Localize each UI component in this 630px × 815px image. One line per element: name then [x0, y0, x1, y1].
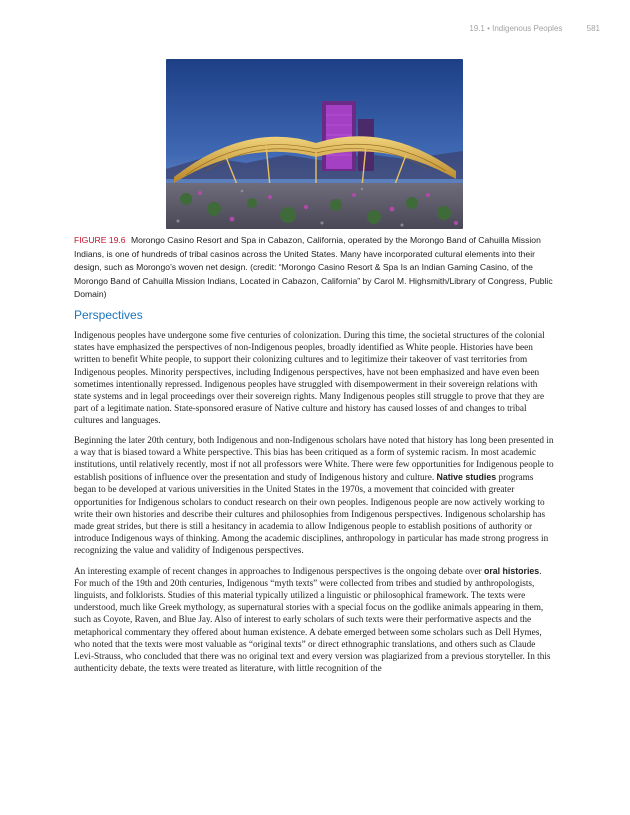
section-heading: Perspectives	[74, 308, 143, 322]
casino-photo	[166, 59, 463, 229]
figure-label: FIGURE 19.6	[74, 235, 126, 245]
running-head	[469, 24, 600, 33]
paragraph-1: Indigenous peoples have undergone some five centuries of colonization. During this time, the societal structures of the colonial states have emphasized the perspectives of non-Indigenous peoples, broadly identified as White people. Histories have been written to benefit White people, to support their colonizing cultures and to legitimize their takeover of vast territories from Indigenous peoples. Minority perspectives, including Indigenous perspectives, have not been emphasized and have even been sometimes intentionally repressed. Indigenous peoples have struggled with disempowerment in their sovereign relations with state systems and in legal proceedings over their sovereign rights. Many Indigenous peoples still struggle to prove that they are part of a legitimate nation. State-sponsored erasure of Native culture and history has caused losses of and changes to tribal cultures and languages.	[74, 331, 545, 427]
figure-caption-text: Morongo Casino Resort and Spa in Cabazon, California, operated by the Morongo Band of Cahuilla Mission Indians, is one of hundreds of tribal casinos across the United States. Many have incorporated cultural elements into their design, such as Morongo’s woven net design. (credit: “Morongo Casino Resort & Spa Is an Indian Gaming Casino, of the Morongo Band of Cahuilla Mission Indians, Located in Cabazon, California” by Carol M. Highsmith/Library of Congress, Public Domain)	[74, 235, 553, 300]
paragraph-3-start: An interesting example of recent changes in approaches to Indigenous perspectives is the ongoing debate over	[74, 566, 484, 577]
body-text	[74, 330, 556, 682]
running-head-section: 19.1 • Indigenous Peoples	[469, 24, 563, 33]
page-number: 581	[586, 24, 600, 33]
paragraph-3	[74, 565, 556, 676]
paragraph-2-start: Beginning the later 20th century, both Indigenous and non-Indigenous scholars have noted that history has long been presented in a way that is biased toward a White perspective. This bias has been critiqued as a form of systemic racism. In most academic institutions, until relatively recently, most if not all professors were White. There were few opportunities for Indigenous people to establish positions of influence over the presentation and study of Indigenous history and culture.	[74, 435, 554, 484]
paragraph-2-end: programs began to be developed at various universities in the United States in the 1970s, a movement that coincided with greater opportunities for Indigenous scholars to conduct research on their own peoples. Indigenous people are now actively working to write their own histories and describe their cultures and philosophies from Indigenous perspectives. Indigenous scholarship has made great strides, but there is still a hesitancy in academia to allow Indigenous people to establish positions of authority or introduce Indigenous ways of thinking. Among the academic disciplines, anthropology in particular has made strong progress in recognizing the value and validity of Indigenous perspectives.	[74, 473, 549, 557]
key-term-native-studies: Native studies	[436, 472, 497, 483]
paragraph-2	[74, 435, 556, 558]
figure-caption	[74, 234, 554, 302]
key-term-oral-histories: oral histories	[483, 565, 540, 576]
paragraph-3-end: . For much of the 19th and 20th centuries, Indigenous “myth texts” were collected from tribes and studied by anthropologists, linguists, and folklorists. Studies of this material typically utilized a linguistic or philosophical framework. The texts were understood, much like Greek mythology, as supernatural stories with a special focus on the godlike animals appearing in them, such as Coyote, Raven, and Blue Jay. Also of interest to early scholars of such texts were their performative aspects and the metaphorical commentary they offered about human existence. A debate emerged between some scholars such as Dell Hymes, who noted that the texts were most valuable as “original texts” or direct ethnographic translations, and others such as Claude Levi-Strauss, who concluded that there was no original text and every version was plagiarized from a previous storyteller. In this authenticity debate, the texts were treated as literature, with little recognition of the	[74, 566, 551, 675]
